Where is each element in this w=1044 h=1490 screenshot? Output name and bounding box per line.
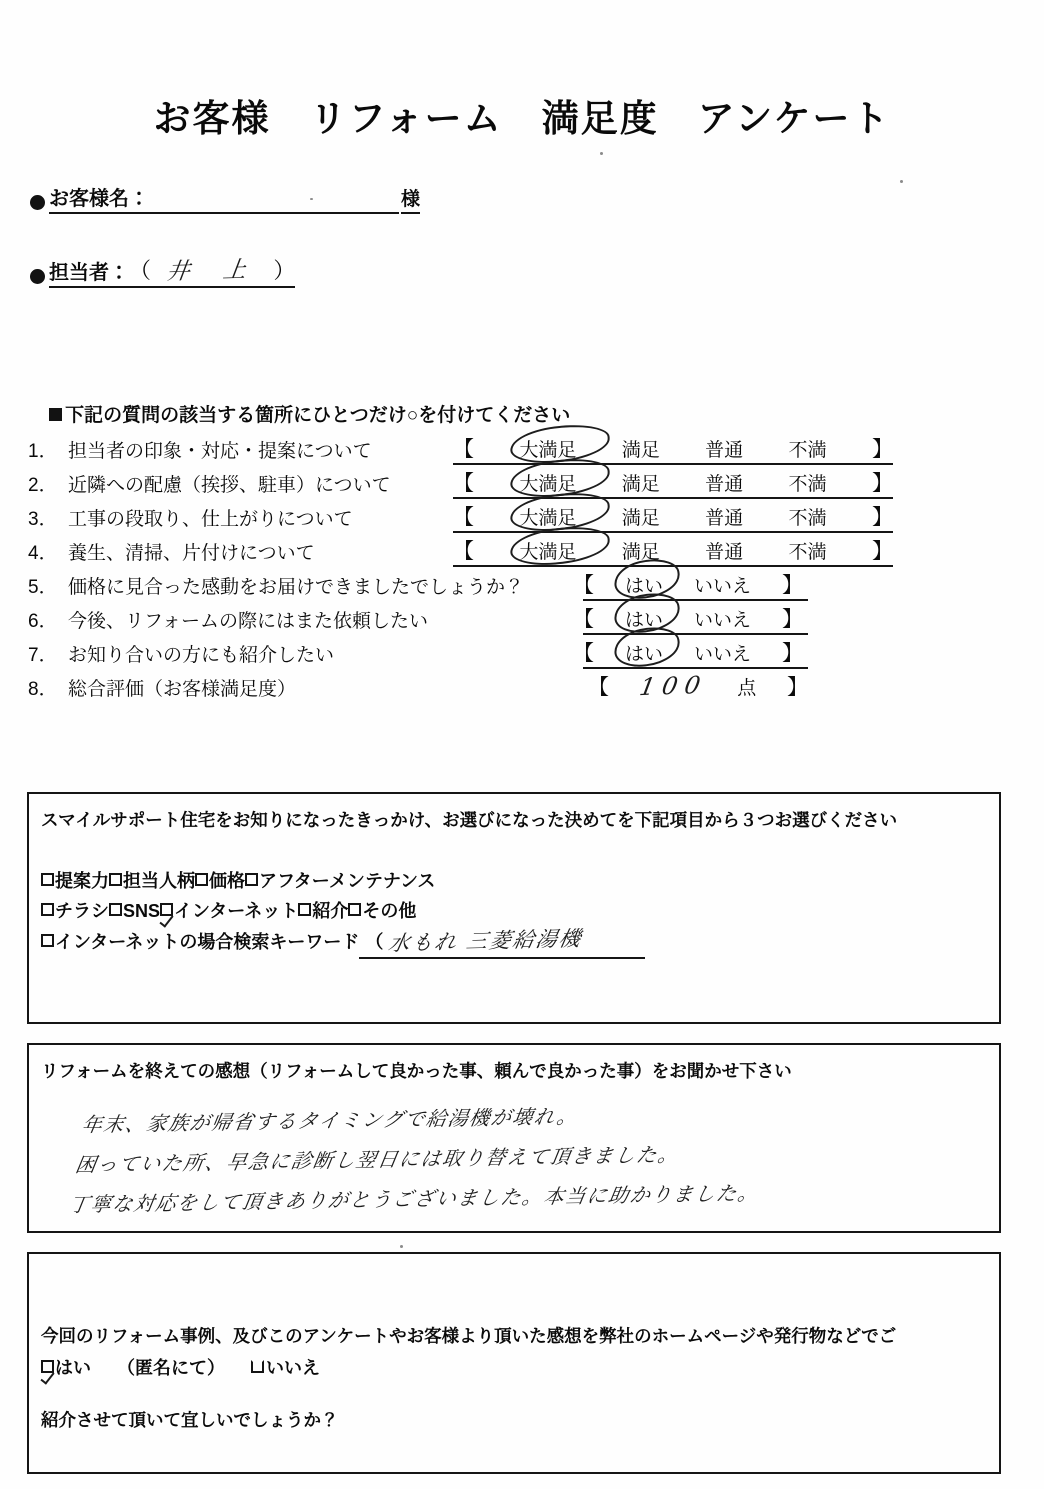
option-label: いいえ xyxy=(693,609,751,631)
checkbox-label: インターネット xyxy=(174,901,299,921)
answer-underline xyxy=(453,531,893,533)
option-label: 満足 xyxy=(621,541,660,563)
checkbox-chirashi[interactable] xyxy=(41,903,54,916)
bracket-close: 】 xyxy=(781,642,803,665)
checkbox-kakaku[interactable] xyxy=(195,873,208,886)
option-label: 普通 xyxy=(705,439,744,461)
question-text: 工事の段取り、仕上がりについて xyxy=(68,508,353,530)
question-number: 4． xyxy=(28,542,58,564)
permission-heading-line-1: 今回のリフォーム事例、及びこのアンケートやお客様より頂いた感想を弊社のホームページや発行物などでご xyxy=(41,1326,897,1346)
scan-speck xyxy=(600,152,603,155)
option-no[interactable] xyxy=(694,639,751,666)
question-row-1 xyxy=(28,432,1018,466)
source-question-box xyxy=(27,792,1001,1024)
bracket-open: 【 xyxy=(453,540,474,563)
option-label: 大満足 xyxy=(519,439,577,461)
permission-heading-line-2: 紹介させて頂いて宜しいでしょうか？ xyxy=(41,1410,339,1430)
staff-field[interactable] xyxy=(30,252,295,288)
option-label: はい xyxy=(624,575,663,597)
answer-options-yesno[interactable] xyxy=(573,603,803,633)
option-futsuu[interactable] xyxy=(705,503,743,530)
permission-yes-label: はい xyxy=(55,1358,91,1378)
option-label: 不満 xyxy=(788,541,827,563)
checkbox-keyword[interactable] xyxy=(41,934,54,947)
bracket-close: 】 xyxy=(871,540,893,563)
bullet-icon xyxy=(30,195,45,210)
option-label: 普通 xyxy=(705,473,744,495)
bracket-open: 【 xyxy=(453,438,474,461)
option-fuman[interactable] xyxy=(789,537,827,564)
checkbox-label: SNS xyxy=(123,901,161,921)
bracket-open: 【 xyxy=(573,642,594,665)
bracket-close: 】 xyxy=(871,472,893,495)
question-number: 6． xyxy=(28,610,58,632)
question-text: お知り合いの方にも紹介したい xyxy=(68,644,335,666)
keyword-input[interactable] xyxy=(359,926,645,959)
question-row-6 xyxy=(28,602,1018,636)
option-label: 不満 xyxy=(788,473,827,495)
answer-options-scale[interactable] xyxy=(453,501,893,531)
checkbox-after-maintenance[interactable] xyxy=(245,873,258,886)
impression-line-3: 丁寧な対応をして頂きありがとうございました。本当に助かりました。 xyxy=(67,1180,762,1217)
option-manzoku[interactable] xyxy=(622,469,660,496)
option-label: 満足 xyxy=(621,439,660,461)
source-box-heading: スマイルサポート住宅をお知りになったきっかけ、お選びになった決めてを下記項目から３つお選びください xyxy=(41,810,898,830)
checkbox-label: 提案力 xyxy=(55,871,109,891)
option-label: 不満 xyxy=(788,507,827,529)
customer-name-input[interactable] xyxy=(149,189,399,214)
answer-options-scale[interactable] xyxy=(453,433,893,463)
checkbox-sns[interactable] xyxy=(109,903,122,916)
scan-speck xyxy=(900,180,903,183)
customer-name-suffix: 様 xyxy=(401,184,420,214)
answer-options-yesno[interactable] xyxy=(573,569,803,599)
impression-handwritten-text xyxy=(66,1089,978,1225)
checkbox-permission-no[interactable] xyxy=(251,1360,264,1373)
staff-label: 担当者： xyxy=(49,256,129,288)
question-text: 養生、清掃、片付けについて xyxy=(68,542,315,564)
option-fuman[interactable] xyxy=(789,435,827,462)
checkbox-internet[interactable] xyxy=(160,903,173,916)
option-futsuu[interactable] xyxy=(705,469,743,496)
question-number: 1． xyxy=(28,440,58,462)
question-text: 総合評価（お客様満足度） xyxy=(68,678,297,700)
checkbox-sonota[interactable] xyxy=(348,903,361,916)
option-no[interactable] xyxy=(694,605,751,632)
question-list xyxy=(28,432,1018,704)
source-checkbox-row-1 xyxy=(41,866,645,896)
question-number: 2． xyxy=(28,474,58,496)
answer-underline xyxy=(583,667,808,669)
bracket-close: 】 xyxy=(786,676,808,699)
answer-underline xyxy=(583,599,808,601)
permission-answer-row xyxy=(41,1354,320,1380)
source-keyword-row xyxy=(41,926,645,959)
keyword-label: インターネットの場合検索キーワード xyxy=(55,932,360,952)
paren-open: （ xyxy=(129,258,152,283)
customer-name-field[interactable] xyxy=(30,182,420,214)
question-row-5 xyxy=(28,568,1018,602)
option-yes[interactable] xyxy=(625,639,663,666)
bracket-close: 】 xyxy=(781,608,803,631)
option-label: はい xyxy=(624,643,663,665)
bracket-open: 【 xyxy=(453,506,474,529)
bracket-open: 【 xyxy=(588,676,609,699)
question-row-3 xyxy=(28,500,1018,534)
option-label: いいえ xyxy=(693,643,751,665)
option-label: 満足 xyxy=(621,473,660,495)
question-number: 5． xyxy=(28,576,58,598)
permission-no-label: いいえ xyxy=(266,1358,320,1378)
bracket-close: 】 xyxy=(781,574,803,597)
checkbox-label: アフターメンテナンス xyxy=(259,871,436,891)
question-row-8 xyxy=(28,670,1018,704)
option-daimanzoku[interactable] xyxy=(519,469,576,496)
impression-line-1: 年末、家族が帰省するタイミングで給湯機が壊れ。 xyxy=(80,1104,581,1137)
option-label: はい xyxy=(624,609,663,631)
checkbox-label: チラシ xyxy=(55,901,109,921)
square-bullet-icon xyxy=(49,408,62,421)
question-row-2 xyxy=(28,466,1018,500)
option-daimanzoku[interactable] xyxy=(519,537,576,564)
option-yes[interactable] xyxy=(625,571,663,598)
option-daimanzoku[interactable] xyxy=(519,503,576,530)
option-label: いいえ xyxy=(693,575,751,597)
permission-box xyxy=(27,1252,1001,1474)
bracket-open: 【 xyxy=(573,574,594,597)
paren-close: ） xyxy=(273,258,296,283)
option-label: 大満足 xyxy=(519,473,577,495)
bracket-open: 【 xyxy=(453,472,474,495)
option-daimanzoku[interactable] xyxy=(519,435,576,462)
question-text: 近隣への配慮（挨拶、駐車）について xyxy=(68,474,391,496)
option-label: 普通 xyxy=(705,541,744,563)
question-number: 8． xyxy=(28,678,58,700)
bracket-close: 】 xyxy=(871,438,893,461)
customer-name-label: お客様名： xyxy=(49,182,149,214)
impression-box xyxy=(27,1043,1001,1233)
option-fuman[interactable] xyxy=(789,503,827,530)
question-number: 7． xyxy=(28,644,58,666)
bracket-open: 【 xyxy=(573,608,594,631)
checkbox-shoukai[interactable] xyxy=(298,903,311,916)
answer-options-scale[interactable] xyxy=(453,535,893,565)
option-futsuu[interactable] xyxy=(705,537,743,564)
question-row-7 xyxy=(28,636,1018,670)
answer-score[interactable] xyxy=(588,671,808,701)
score-unit: 点 xyxy=(737,677,757,699)
question-row-4 xyxy=(28,534,1018,568)
answer-underline xyxy=(453,497,893,499)
anonymous-note: （匿名にて） xyxy=(117,1358,225,1378)
bullet-icon xyxy=(30,269,45,284)
question-text: 価格に見合った感動をお届けできましたでしょうか？ xyxy=(68,576,525,598)
source-checkbox-group xyxy=(41,866,645,959)
score-value-handwritten: 100 xyxy=(637,670,710,702)
option-label: 不満 xyxy=(788,439,827,461)
question-text: 今後、リフォームの際にはまた依頼したい xyxy=(68,610,429,632)
checkbox-tantouhitogara[interactable] xyxy=(109,873,122,886)
checkbox-label: 担当人柄 xyxy=(123,871,195,891)
option-no[interactable] xyxy=(694,571,751,598)
paren-open: （ xyxy=(365,932,384,952)
answer-options-scale[interactable] xyxy=(453,467,893,497)
option-manzoku[interactable] xyxy=(622,503,660,530)
staff-name-handwritten: 井 上 xyxy=(164,256,261,286)
keyword-value-handwritten: 水もれ 三菱給湯機 xyxy=(386,926,585,956)
impression-line-2: 困っていた所、早急に診断し翌日には取り替えて頂きました。 xyxy=(73,1142,682,1177)
option-fuman[interactable] xyxy=(789,469,827,496)
checkbox-label: 紹介 xyxy=(312,901,349,921)
option-yes[interactable] xyxy=(625,605,663,632)
answer-underline xyxy=(453,463,893,465)
impression-box-heading: リフォームを終えての感想（リフォームして良かった事、頼んで良かった事）をお聞かせ下さい xyxy=(41,1061,792,1081)
option-manzoku[interactable] xyxy=(622,537,660,564)
answer-underline xyxy=(583,633,808,635)
instruction-label: 下記の質問の該当する箇所にひとつだけ○を付けてください xyxy=(65,405,571,426)
option-label: 大満足 xyxy=(519,507,577,529)
question-text: 担当者の印象・対応・提案について xyxy=(68,440,372,462)
answer-underline xyxy=(453,565,893,567)
answer-options-yesno[interactable] xyxy=(573,637,803,667)
scan-speck xyxy=(400,1245,403,1248)
option-futsuu[interactable] xyxy=(705,435,743,462)
option-label: 大満足 xyxy=(519,541,577,563)
option-manzoku[interactable] xyxy=(622,435,660,462)
bracket-close: 】 xyxy=(871,506,893,529)
question-number: 3． xyxy=(28,508,58,530)
checkbox-label: 価格 xyxy=(209,871,245,891)
source-checkbox-row-2 xyxy=(41,896,645,926)
staff-name-input[interactable] xyxy=(129,252,295,288)
option-label: 満足 xyxy=(621,507,660,529)
option-label: 普通 xyxy=(705,507,744,529)
checkbox-teiansyoku[interactable] xyxy=(41,873,54,886)
checkbox-label: その他 xyxy=(362,901,417,921)
page-title: お客様 リフォーム 満足度 アンケート xyxy=(153,98,891,139)
checkbox-permission-yes[interactable] xyxy=(41,1360,54,1373)
